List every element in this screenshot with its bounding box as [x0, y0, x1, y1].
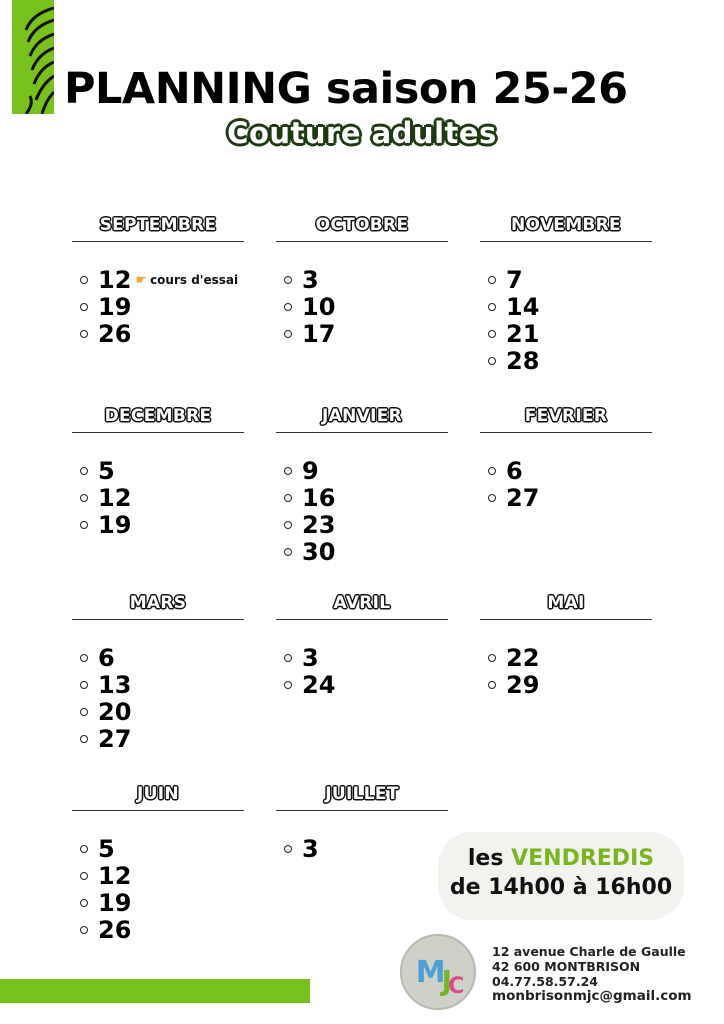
month-janvier [276, 405, 448, 566]
month-name: JUIN [137, 784, 179, 804]
day-number: 20 [98, 698, 132, 726]
day-number: 26 [98, 916, 132, 944]
bullet-icon [284, 845, 292, 853]
logo-letter-j: J [441, 963, 449, 997]
day-number: 21 [506, 320, 540, 348]
month-name: AVRIL [333, 593, 391, 613]
list-item [284, 644, 319, 672]
list-item [80, 725, 131, 753]
list-item [80, 916, 131, 944]
day-number: 24 [302, 671, 336, 699]
day-number: 17 [302, 320, 336, 348]
day-number: 5 [98, 835, 115, 863]
day-number: 30 [302, 538, 336, 566]
trial-note-text: cours d'essai [150, 273, 239, 287]
month-octobre [276, 214, 448, 348]
month-name: JANVIER [322, 406, 402, 426]
month-avril [276, 592, 448, 699]
month-divider [72, 619, 244, 620]
list-item [80, 293, 131, 321]
bullet-icon [80, 330, 88, 338]
month-novembre [480, 214, 652, 375]
bullet-icon [80, 303, 88, 311]
month-name: FEVRIER [524, 406, 608, 426]
list-item [80, 320, 131, 348]
bullet-icon [488, 681, 496, 689]
bullet-icon [80, 521, 88, 529]
list-item [80, 889, 131, 917]
list-item [488, 457, 523, 485]
day-number: 14 [506, 293, 540, 321]
day-number: 26 [98, 320, 132, 348]
decorative-corner-stripes [12, 0, 54, 114]
contact-street: 12 avenue Charle de Gaulle [492, 944, 686, 959]
bullet-icon [488, 303, 496, 311]
month-name: NOVEMBRE [511, 215, 621, 235]
month-divider [480, 241, 652, 242]
month-septembre [72, 214, 244, 348]
bullet-icon [284, 494, 292, 502]
contact-city: 42 600 MONTBRISON [492, 959, 641, 974]
month-mai [480, 592, 652, 699]
bullet-icon [488, 330, 496, 338]
day-number: 3 [302, 644, 319, 672]
bullet-icon [284, 654, 292, 662]
decorative-green-bar [0, 979, 310, 1003]
day-number: 22 [506, 644, 540, 672]
bullet-icon [80, 735, 88, 743]
day-number: 19 [98, 293, 132, 321]
bullet-icon [284, 467, 292, 475]
list-item [488, 644, 539, 672]
bullet-icon [80, 654, 88, 662]
bullet-icon [284, 548, 292, 556]
day-number: 6 [506, 457, 523, 485]
month-decembre [72, 405, 244, 539]
bullet-icon [80, 708, 88, 716]
month-divider [276, 432, 448, 433]
day-number: 27 [506, 484, 540, 512]
day-number: 28 [506, 347, 540, 375]
bullet-icon [80, 494, 88, 502]
bullet-icon [284, 330, 292, 338]
month-mars [72, 592, 244, 753]
bullet-icon [80, 276, 88, 284]
month-divider [72, 241, 244, 242]
day-number: 16 [302, 484, 336, 512]
list-item [284, 835, 319, 863]
bullet-icon [488, 494, 496, 502]
list-item [80, 835, 115, 863]
month-name: MARS [129, 593, 187, 613]
contact-block [492, 944, 720, 1004]
day-number: 12 [98, 484, 132, 512]
list-item [284, 484, 335, 512]
list-item [488, 347, 539, 375]
list-item [80, 644, 115, 672]
day-number: 3 [302, 835, 319, 863]
list-item [488, 320, 539, 348]
day-number: 10 [302, 293, 336, 321]
list-item [80, 511, 131, 539]
schedule-hours: de 14h00 à 16h00 [449, 875, 673, 900]
bullet-icon [80, 872, 88, 880]
day-number: 19 [98, 511, 132, 539]
bullet-icon [284, 521, 292, 529]
day-number: 7 [506, 266, 523, 294]
day-number: 3 [302, 266, 319, 294]
list-item [284, 671, 335, 699]
list-item [80, 266, 238, 294]
month-name: SEPTEMBRE [99, 215, 217, 235]
month-divider [276, 619, 448, 620]
day-number: 29 [506, 671, 540, 699]
pointing-hand-icon: ☛ [135, 272, 148, 288]
month-divider [276, 241, 448, 242]
month-juillet [276, 783, 448, 863]
day-number: 5 [98, 457, 115, 485]
list-item [284, 266, 319, 294]
list-item [284, 457, 319, 485]
bullet-icon [80, 845, 88, 853]
bullet-icon [80, 467, 88, 475]
schedule-prefix: les [467, 846, 504, 871]
list-item [80, 457, 115, 485]
month-name: OCTOBRE [315, 215, 409, 235]
list-item [284, 511, 335, 539]
list-item [80, 671, 131, 699]
schedule-day-line [438, 846, 684, 871]
day-number: 19 [98, 889, 132, 917]
day-number: 23 [302, 511, 336, 539]
bullet-icon [80, 681, 88, 689]
month-divider [72, 432, 244, 433]
month-divider [72, 810, 244, 811]
day-number: 6 [98, 644, 115, 672]
bullet-icon [488, 357, 496, 365]
day-number: 12 [98, 862, 132, 890]
contact-email: monbrisonmjc@gmail.com [492, 988, 692, 1004]
month-name: MAI [547, 593, 585, 613]
page-subtitle: Couture adultes [227, 116, 497, 150]
bullet-icon [284, 276, 292, 284]
list-item [488, 293, 539, 321]
bullet-icon [284, 681, 292, 689]
logo-letter-m: M [415, 954, 442, 990]
list-item [80, 484, 131, 512]
list-item [80, 862, 131, 890]
page-title: PLANNING saison 25-26 [64, 64, 628, 114]
logo-letter-c: C [448, 973, 461, 999]
list-item [80, 698, 131, 726]
contact-phone: 04.77.58.57.24 [492, 974, 598, 989]
month-name: DECEMBRE [104, 406, 212, 426]
mjc-logo [400, 934, 476, 1010]
day-number: 9 [302, 457, 319, 485]
month-divider [276, 810, 448, 811]
bullet-icon [284, 303, 292, 311]
list-item [284, 293, 335, 321]
list-item [284, 320, 335, 348]
bullet-icon [80, 899, 88, 907]
bullet-icon [488, 654, 496, 662]
schedule-box [438, 832, 684, 920]
day-number: 27 [98, 725, 132, 753]
month-fevrier [480, 405, 652, 512]
day-number: 13 [98, 671, 132, 699]
month-juin [72, 783, 244, 944]
trial-note [135, 273, 238, 288]
day-number: 12 [98, 266, 132, 294]
bullet-icon [488, 467, 496, 475]
list-item [488, 484, 539, 512]
list-item [488, 266, 523, 294]
month-divider [480, 619, 652, 620]
list-item [284, 538, 335, 566]
bullet-icon [488, 276, 496, 284]
schedule-day: VENDREDIS [511, 846, 655, 871]
bullet-icon [80, 926, 88, 934]
list-item [488, 671, 539, 699]
month-divider [480, 432, 652, 433]
month-name: JUILLET [325, 784, 399, 804]
